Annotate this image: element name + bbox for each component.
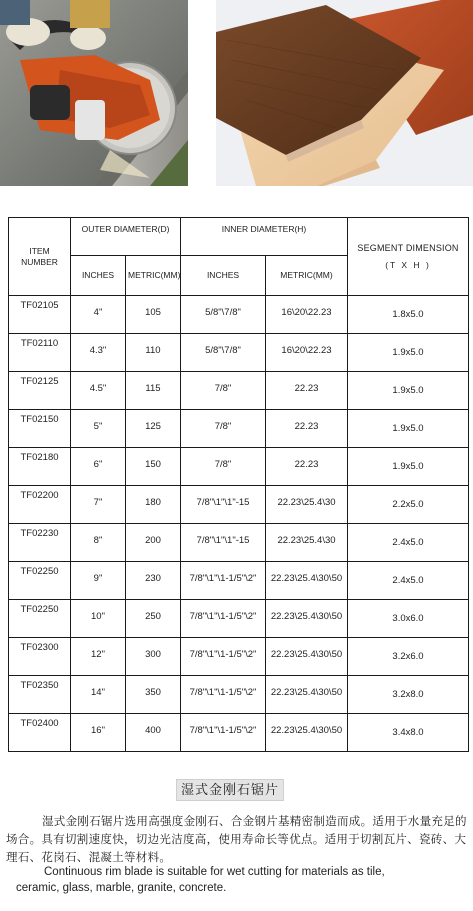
inner-inches-cell: 5/8"\7/8" xyxy=(181,296,266,334)
inner-metric-cell: 22.23 xyxy=(266,448,348,486)
header-outer-metric: METRIC(MM) xyxy=(126,256,181,296)
inner-metric-cell: 22.23\25.4\30\50 xyxy=(266,638,348,676)
outer-inches-cell: 9" xyxy=(71,562,126,600)
product-description-en xyxy=(16,864,468,896)
outer-inches-cell: 7" xyxy=(71,486,126,524)
inner-inches-cell: 7/8"\1"\1-1/5"\2" xyxy=(181,676,266,714)
item-number-cell: TF02180 xyxy=(9,448,71,486)
inner-inches-cell: 7/8"\1"\1-1/5"\2" xyxy=(181,714,266,752)
product-description-en-line1: Continuous rim blade is suitable for wet cutting for materials as tile, xyxy=(44,866,385,878)
inner-inches-cell: 7/8"\1"\1-1/5"\2" xyxy=(181,638,266,676)
header-outer-diameter: OUTER DIAMETER(D) xyxy=(71,218,181,256)
table-row xyxy=(9,448,469,486)
product-title: 湿式金刚石锯片 xyxy=(176,779,284,801)
inner-inches-cell: 7/8"\1"\1-1/5"\2" xyxy=(181,562,266,600)
segment-dimension-cell: 3.2x6.0 xyxy=(348,638,469,676)
item-number-cell: TF02200 xyxy=(9,486,71,524)
outer-inches-cell: 8" xyxy=(71,524,126,562)
outer-metric-cell: 230 xyxy=(126,562,181,600)
header-segment-dimension-sub: (T X H ) xyxy=(385,259,431,270)
table-row xyxy=(9,410,469,448)
header-inner-metric: METRIC(MM) xyxy=(266,256,348,296)
outer-metric-cell: 350 xyxy=(126,676,181,714)
outer-metric-cell: 300 xyxy=(126,638,181,676)
inner-inches-cell: 7/8"\1"\1"-15 xyxy=(181,486,266,524)
outer-inches-cell: 4.5" xyxy=(71,372,126,410)
header-item-number: ITEM NUMBER xyxy=(9,218,71,296)
inner-inches-cell: 7/8" xyxy=(181,448,266,486)
outer-inches-cell: 10" xyxy=(71,600,126,638)
item-number-cell: TF02400 xyxy=(9,714,71,752)
table-row xyxy=(9,562,469,600)
outer-inches-cell: 6" xyxy=(71,448,126,486)
outer-metric-cell: 115 xyxy=(126,372,181,410)
segment-dimension-cell: 1.9x5.0 xyxy=(348,334,469,372)
inner-inches-cell: 7/8" xyxy=(181,410,266,448)
table-row xyxy=(9,334,469,372)
outer-metric-cell: 105 xyxy=(126,296,181,334)
spec-table xyxy=(8,217,469,752)
outer-metric-cell: 150 xyxy=(126,448,181,486)
inner-inches-cell: 7/8" xyxy=(181,372,266,410)
item-number-cell: TF02300 xyxy=(9,638,71,676)
header-segment-dimension-label: SEGMENT DIMENSION xyxy=(357,242,459,253)
outer-inches-cell: 16" xyxy=(71,714,126,752)
inner-metric-cell: 22.23\25.4\30\50 xyxy=(266,676,348,714)
segment-dimension-cell: 2.4x5.0 xyxy=(348,562,469,600)
inner-metric-cell: 22.23 xyxy=(266,372,348,410)
table-row xyxy=(9,600,469,638)
inner-inches-cell: 7/8"\1"\1-1/5"\2" xyxy=(181,600,266,638)
inner-metric-cell: 22.23\25.4\30\50 xyxy=(266,714,348,752)
outer-inches-cell: 14" xyxy=(71,676,126,714)
inner-metric-cell: 16\20\22.23 xyxy=(266,296,348,334)
product-description-cn: 湿式金刚石锯片选用高强度金刚石、合金钢片基精密制造而成。适用于水量充足的场合。具有切割速度快，切边光洁度高，使用寿命长等优点。适用于切割瓦片、瓷砖、大理石、花岗石、混凝土等材料。 xyxy=(6,814,467,864)
outer-metric-cell: 200 xyxy=(126,524,181,562)
inner-metric-cell: 22.23\25.4\30\50 xyxy=(266,562,348,600)
outer-inches-cell: 5" xyxy=(71,410,126,448)
item-number-cell: TF02125 xyxy=(9,372,71,410)
item-number-cell: TF02350 xyxy=(9,676,71,714)
table-row xyxy=(9,638,469,676)
segment-dimension-cell: 2.4x5.0 xyxy=(348,524,469,562)
inner-inches-cell: 5/8"\7/8" xyxy=(181,334,266,372)
segment-dimension-cell: 1.9x5.0 xyxy=(348,448,469,486)
outer-inches-cell: 4" xyxy=(71,296,126,334)
header-inner-inches: INCHES xyxy=(181,256,266,296)
table-row xyxy=(9,524,469,562)
table-row xyxy=(9,486,469,524)
item-number-cell: TF02250 xyxy=(9,562,71,600)
outer-inches-cell: 12" xyxy=(71,638,126,676)
item-number-cell: TF02105 xyxy=(9,296,71,334)
outer-inches-cell: 4.3" xyxy=(71,334,126,372)
inner-inches-cell: 7/8"\1"\1"-15 xyxy=(181,524,266,562)
table-row xyxy=(9,676,469,714)
segment-dimension-cell: 3.0x6.0 xyxy=(348,600,469,638)
inner-metric-cell: 22.23\25.4\30 xyxy=(266,524,348,562)
inner-metric-cell: 16\20\22.23 xyxy=(266,334,348,372)
segment-dimension-cell: 1.9x5.0 xyxy=(348,410,469,448)
item-number-cell: TF02150 xyxy=(9,410,71,448)
outer-metric-cell: 110 xyxy=(126,334,181,372)
inner-metric-cell: 22.23 xyxy=(266,410,348,448)
header-inner-diameter: INNER DIAMETER(H) xyxy=(181,218,348,256)
segment-dimension-cell: 1.9x5.0 xyxy=(348,372,469,410)
product-description-en-line2: ceramic, glass, marble, granite, concrete. xyxy=(16,882,227,894)
table-row xyxy=(9,714,469,752)
item-number-cell: TF02230 xyxy=(9,524,71,562)
segment-dimension-cell: 3.4x8.0 xyxy=(348,714,469,752)
header-outer-inches: INCHES xyxy=(71,256,126,296)
segment-dimension-cell: 1.8x5.0 xyxy=(348,296,469,334)
table-row xyxy=(9,372,469,410)
table-row xyxy=(9,296,469,334)
inner-metric-cell: 22.23\25.4\30 xyxy=(266,486,348,524)
header-segment-dimension xyxy=(348,218,469,296)
saw-cutting-photo xyxy=(0,0,188,186)
item-number-cell: TF02110 xyxy=(9,334,71,372)
outer-metric-cell: 125 xyxy=(126,410,181,448)
outer-metric-cell: 180 xyxy=(126,486,181,524)
item-number-cell: TF02250 xyxy=(9,600,71,638)
segment-dimension-cell: 3.2x8.0 xyxy=(348,676,469,714)
wood-panels-photo xyxy=(216,0,473,186)
outer-metric-cell: 400 xyxy=(126,714,181,752)
outer-metric-cell: 250 xyxy=(126,600,181,638)
inner-metric-cell: 22.23\25.4\30\50 xyxy=(266,600,348,638)
segment-dimension-cell: 2.2x5.0 xyxy=(348,486,469,524)
